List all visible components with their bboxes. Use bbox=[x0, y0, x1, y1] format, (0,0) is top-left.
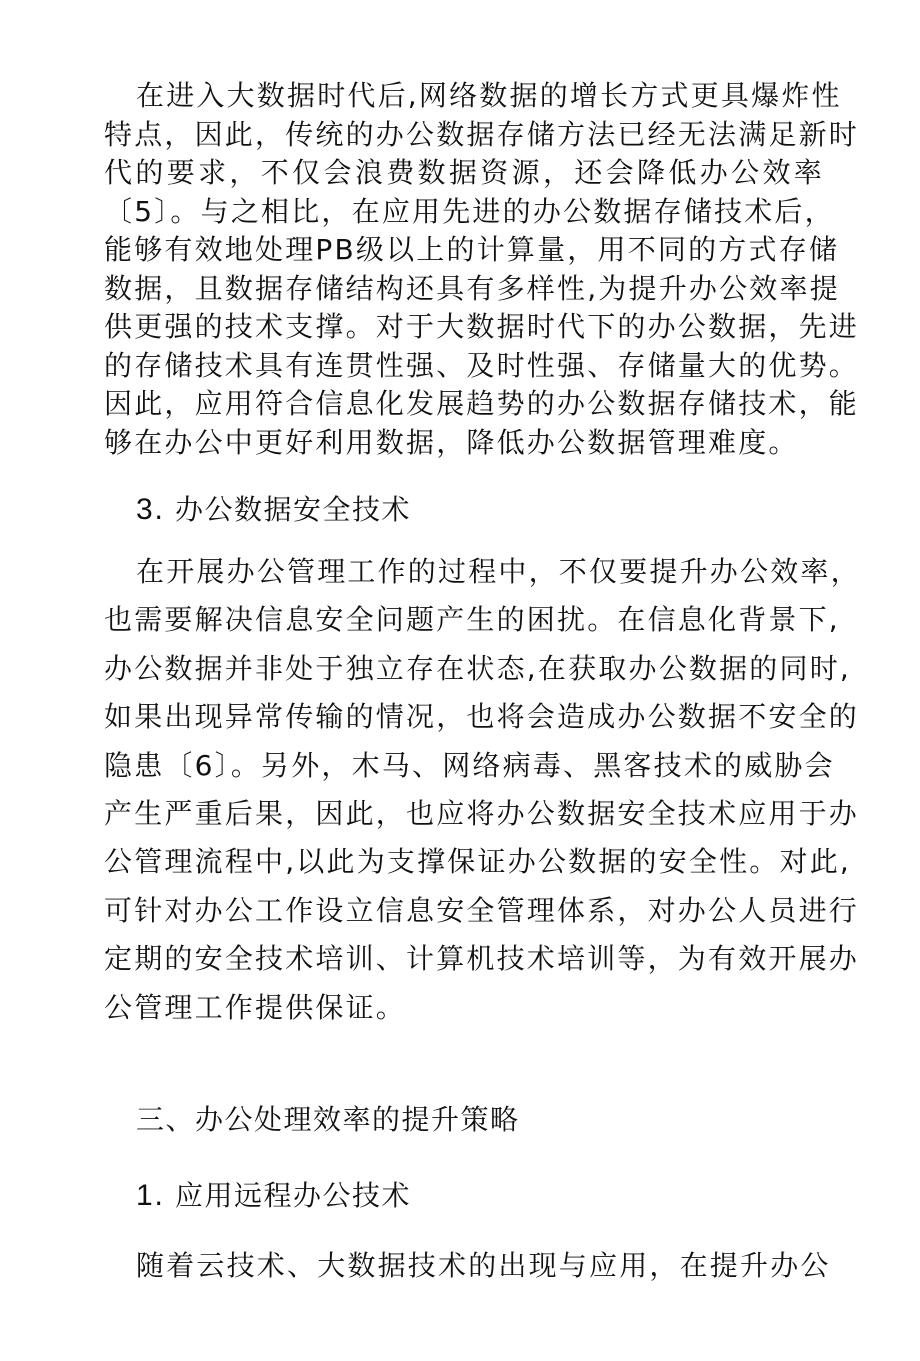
paragraph-data-storage bbox=[104, 79, 860, 467]
heading-data-security bbox=[136, 495, 411, 525]
section-heading-efficiency bbox=[136, 1103, 520, 1136]
text-line: 可针对办公工作设立信息安全管理体系，对办公人员进行 bbox=[104, 893, 860, 927]
heading-text: . 办公数据安全技术 bbox=[154, 493, 411, 526]
heading-number: 3 bbox=[136, 493, 155, 526]
text-line: 因此，应用符合信息化发展趋势的办公数据存储技术，能 bbox=[104, 387, 860, 420]
text-line: 如果出现异常传输的情况，也将会造成办公数据不安全的 bbox=[104, 700, 860, 734]
paragraph-remote-office bbox=[104, 1249, 831, 1300]
text-line: 能够有效地处理PB级以上的计算量，用不同的方式存储 bbox=[104, 233, 840, 266]
text-line: 在开展办公管理工作的过程中，不仅要提升办公效率， bbox=[136, 555, 861, 588]
text-line: 够在办公中更好利用数据，降低办公数据管理难度。 bbox=[104, 425, 799, 459]
text-line: 产生严重后果，因此，也应将办公数据安全技术应用于办 bbox=[104, 796, 860, 830]
heading-remote-office bbox=[136, 1181, 411, 1211]
text-line: 公管理工作提供保证。 bbox=[104, 990, 407, 1024]
heading-number: 1 bbox=[136, 1179, 155, 1212]
text-line: 定期的安全技术培训、计算机技术培训等，为有效开展办 bbox=[104, 942, 860, 976]
text-line: 也需要解决信息安全问题产生的困扰。在信息化背景下, bbox=[104, 603, 840, 637]
paragraph-data-security bbox=[104, 555, 861, 1042]
text-line: 特点，因此，传统的办公数据存储方法已经无法满足新时 bbox=[104, 117, 860, 151]
text-line: 办公数据并非处于独立存在状态,在获取办公数据的同时, bbox=[104, 651, 852, 685]
heading-text: . 应用远程办公技术 bbox=[154, 1179, 411, 1212]
text-line: 数据，且数据存储结构还具有多样性,为提升办公效率提 bbox=[104, 271, 840, 305]
text-line: 供更强的技术支撑。对于大数据时代下的办公数据，先进 bbox=[104, 310, 860, 343]
text-line: 随着云技术、大数据技术的出现与应用，在提升办公 bbox=[136, 1249, 831, 1282]
text-line: 公管理流程中,以此为支撑保证办公数据的安全性。对此, bbox=[104, 845, 852, 879]
text-line: 代的要求，不仅会浪费数据资源，还会降低办公效率 bbox=[104, 156, 824, 189]
text-line: 〔5〕。与之相比，在应用先进的办公数据存储技术后， bbox=[104, 194, 835, 228]
section-heading-text: 三、办公处理效率的提升策略 bbox=[136, 1103, 520, 1136]
text-line: 隐患〔6〕。另外，木马、网络病毒、黑客技术的威胁会 bbox=[104, 748, 835, 782]
text-line: 的存储技术具有连贯性强、及时性强、存储量大的优势。 bbox=[104, 348, 860, 382]
text-line: 在进入大数据时代后,网络数据的增长方式更具爆炸性 bbox=[136, 79, 842, 112]
